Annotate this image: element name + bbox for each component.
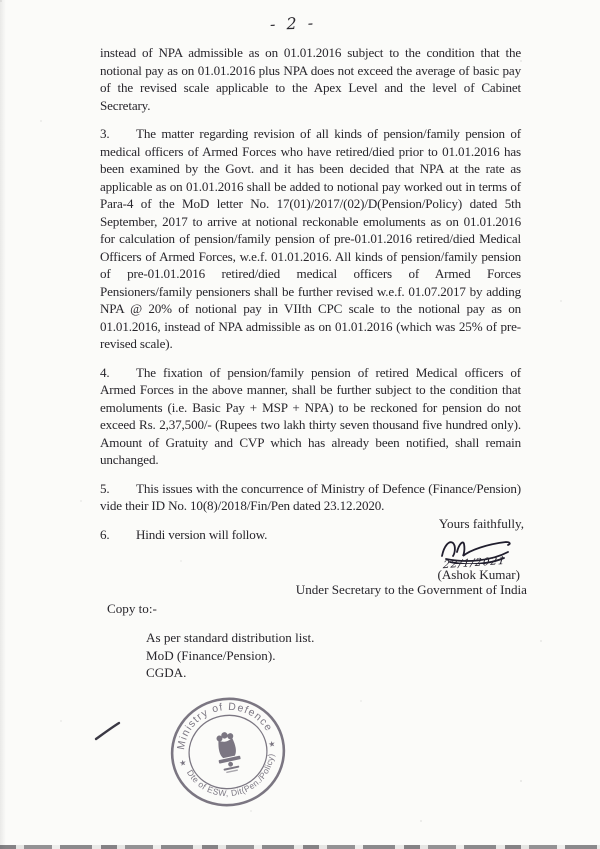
paragraph-text: The matter regarding revision of all kinds of pension/family pension of medical officers of Armed Forces who have retired/died prior to 01.01.2016 has been examined by the Govt. and it has been decided that NPA at the rate as applicable as on 01.01.2016 shall be added to notional pay worked out in terms of Para-4 of the MoD letter No. 17(01)/2017/(02)/D(Pension/Policy) dated 5th September, 2017 to arrive at notional reckonable emoluments as on 01.01.2016 for calculation of pension/family pension of pre-01.01.2016 retired/died Medical Officers of Armed Forces, w.e.f. 01.01.2016. All kinds of pension/family pension of pre-01.01.2016 retired/died medical officers of Armed Forces Pensioners/family pensioners shall be further revised w.e.f. 01.07.2017 by adding NPA @ 20% of notional pay in VIIth CPC scale to the notional pay as on 01.01.2016, instead of NPA admissible as on 01.01.2016 (which was 25% of pre-revised scale).	[100, 126, 521, 351]
copy-to-label: Copy to:-	[107, 601, 157, 616]
stamp-bottom-text: Dte of ESW, Dit(Pen./Policy)	[184, 752, 276, 799]
copy-to-item: CGDA.	[146, 665, 187, 681]
page-number: - 2 -	[269, 13, 317, 34]
stamp-star-left-icon: ★	[178, 757, 188, 769]
paragraph-text: instead of NPA admissible as on 01.01.2016 subject to the condition that the notional pay as on 01.01.2016 plus NPA does not exceed the average of basic pay of the revised scale applicable to the Apex Level and the level of Cabinet Secretary.	[100, 45, 521, 113]
signatory-title: Under Secretary to the Government of India	[295, 582, 527, 597]
paragraph-text: The fixation of pension/family pension of retired Medical officers of Armed Forces in the above manner, shall be further subject to the condition that emoluments (i.e. Basic Pay + MSP + NPA) to be reckoned for pension do not exceed Rs. 2,37,500/- (Rupees two lakh thirty seven thousand five hundred only). Amount of Gratuity and CVP which has already been notified, shall remain unchanged.	[100, 364, 521, 467]
paragraph-3	[100, 125, 521, 353]
ashoka-emblem-icon	[213, 730, 243, 774]
copy-to-item: As per standard distribution list.	[146, 630, 315, 645]
paragraph-4	[100, 364, 521, 469]
paragraph-number: 4.	[100, 364, 110, 380]
stamp-star-right-icon: ★	[267, 739, 277, 750]
paragraph-5	[100, 480, 521, 515]
copy-to-item: MoD (Finance/Pension).	[146, 647, 276, 663]
valediction: Yours faithfully,	[438, 516, 524, 531]
letter-body	[100, 44, 521, 554]
paragraph-number: 3.	[100, 126, 110, 141]
ministry-of-defence-stamp	[144, 671, 313, 832]
pen-tick-mark	[92, 720, 124, 744]
paragraph-number: 6.	[100, 526, 110, 542]
scan-edge-left	[0, 0, 6, 849]
paragraph-text: Hindi version will follow.	[136, 526, 268, 542]
paragraph-text: This issues with the concurrence of Ministry of Defence (Finance/Pension) vide their ID No. 10(8)/2018/Fin/Pen dated 23.12.2020.	[100, 480, 521, 513]
copy-to-list	[146, 629, 314, 682]
paragraph-number: 5.	[100, 480, 110, 496]
signatory-name: (Ashok Kumar)	[437, 567, 520, 582]
paragraph-continuation	[100, 44, 521, 114]
scan-artifact-bottom	[0, 845, 600, 849]
signature-date: 22/1/2021	[442, 554, 507, 572]
stamp-top-text: Ministry of Defence	[175, 700, 276, 751]
